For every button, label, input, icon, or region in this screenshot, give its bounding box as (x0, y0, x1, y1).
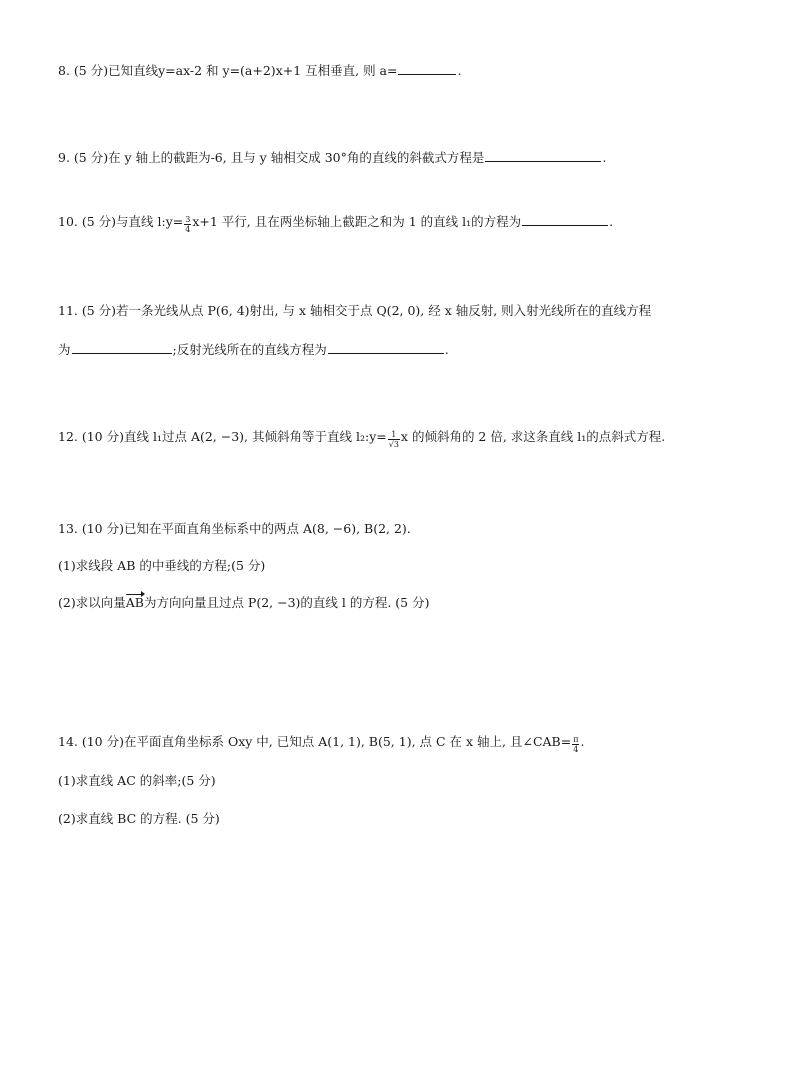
fraction-denominator: 4 (185, 225, 191, 234)
question-13-sub2-a: (2)求以向量 (58, 595, 126, 610)
question-8-text: 8. (5 分)已知直线y=ax-2 和 y=(a+2)x+1 互相垂直, 则 a= (58, 63, 398, 78)
fraction-denominator: √3 (388, 440, 399, 449)
question-13-text: 13. (10 分)已知在平面直角坐标系中的两点 A(8, −6), B(2, 2). (58, 521, 411, 536)
question-13-sub-2 (58, 594, 429, 612)
question-9-end: . (602, 150, 607, 165)
question-14-part2: . (580, 734, 585, 749)
question-14-part1: 14. (10 分)在平面直角坐标系 Oxy 中, 已知点 A(1, 1), B(5, 1), 点 C 在 x 轴上, 且∠CAB= (58, 734, 572, 749)
fraction-denominator: 4 (573, 745, 579, 754)
fraction-pi-over-4 (572, 735, 579, 754)
question-13-stem (58, 520, 411, 538)
question-10-part2: x+1 平行, 且在两坐标轴上截距之和为 1 的直线 l₁的方程为 (192, 214, 522, 229)
question-12-part1: 12. (10 分)直线 l₁过点 A(2, −3), 其倾斜角等于直线 l₂:y= (58, 429, 387, 444)
question-11-text: 11. (5 分)若一条光线从点 P(6, 4)射出, 与 x 轴相交于点 Q(2, 0), 经 x 轴反射, 则入射光线所在的直线方程 (58, 303, 652, 318)
question-9 (58, 149, 606, 167)
question-8-end: . (457, 63, 462, 78)
question-14-sub-1 (58, 772, 216, 790)
question-14-sub1-text: (1)求直线 AC 的斜率;(5 分) (58, 773, 216, 788)
question-13-sub-1 (58, 557, 265, 575)
question-11-line2-mid: ;反射光线所在的直线方程为 (172, 342, 327, 357)
question-11-end: . (444, 342, 449, 357)
question-14-stem (58, 733, 584, 754)
question-12 (58, 428, 665, 449)
question-11-line-2 (58, 341, 449, 359)
vector-ab: AB (125, 595, 144, 610)
question-13-sub1-text: (1)求线段 AB 的中垂线的方程;(5 分) (58, 558, 266, 573)
fraction-numerator: π (573, 735, 579, 744)
question-13-sub2-b: 为方向向量且过点 P(2, −3)的直线 l 的方程. (5 分) (143, 595, 430, 610)
answer-blank-11-reflected[interactable] (328, 341, 444, 354)
question-9-text: 9. (5 分)在 y 轴上的截距为-6, 且与 y 轴相交成 30°角的直线的斜截式方程是 (58, 150, 485, 165)
question-11-line-1 (58, 302, 651, 320)
question-10 (58, 213, 613, 234)
question-14-sub-2 (58, 810, 220, 828)
answer-blank-10[interactable] (522, 213, 608, 226)
answer-blank-9[interactable] (485, 149, 601, 162)
fraction-numerator: 1 (388, 430, 400, 440)
question-8 (58, 62, 461, 80)
question-12-part2: x 的倾斜角的 2 倍, 求这条直线 l₁的点斜式方程. (400, 429, 666, 444)
question-11-line2-start: 为 (58, 342, 71, 357)
answer-blank-11-incident[interactable] (72, 341, 172, 354)
question-10-end: . (609, 214, 614, 229)
fraction-numerator: 3 (185, 215, 191, 224)
answer-blank-8[interactable] (398, 62, 456, 75)
fraction-one-over-root3 (388, 430, 400, 449)
question-14-sub2-text: (2)求直线 BC 的方程. (5 分) (58, 811, 220, 826)
fraction-three-quarters (184, 215, 191, 234)
question-10-part1: 10. (5 分)与直线 l:y= (58, 214, 184, 229)
